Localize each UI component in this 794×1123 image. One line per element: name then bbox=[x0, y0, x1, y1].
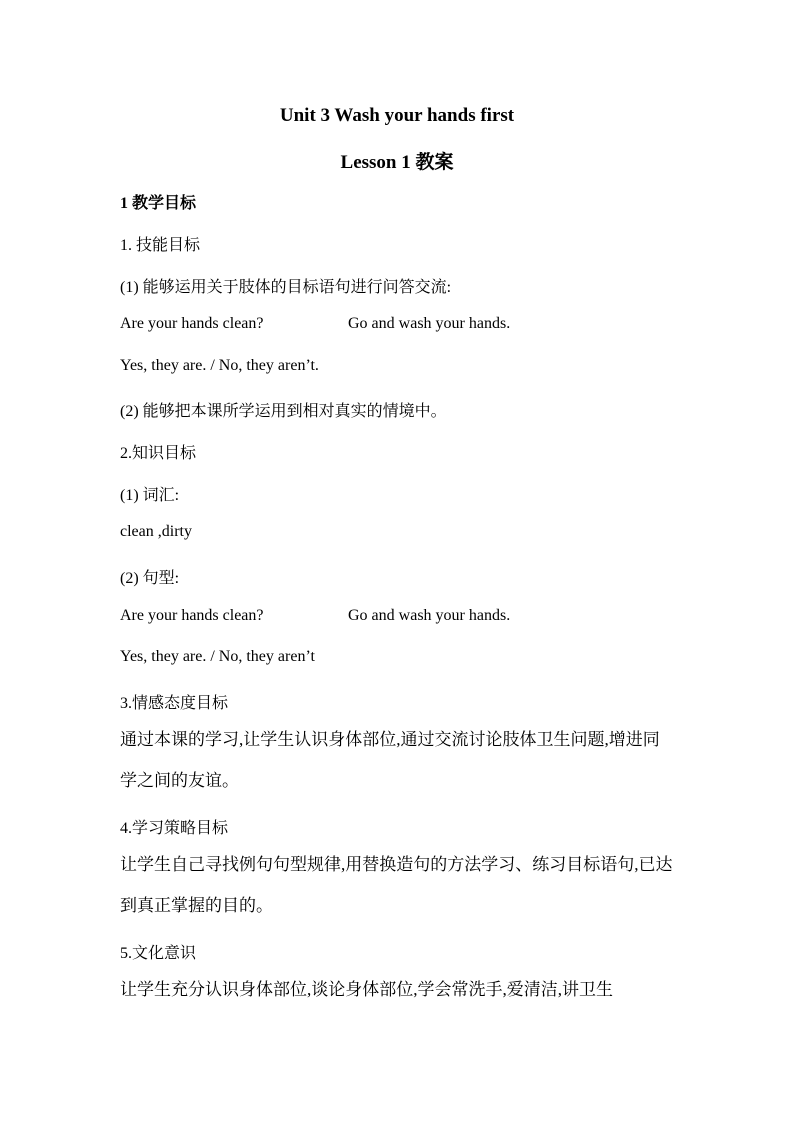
strategy-goals-heading: 4.学习策略目标 bbox=[120, 820, 229, 837]
strategy-goals-text: 让学生自己寻找例句句型规律,用替换造句的方法学习、练习目标语句,已达到真正掌握的目的。 bbox=[120, 855, 673, 915]
skill-goal-2: (2) 能够把本课所学运用到相对真实的情境中。 bbox=[120, 403, 447, 420]
pattern-sentence-question: Are your hands clean? bbox=[120, 607, 264, 624]
skill-sentence-answer: Yes, they are. / No, they aren’t. bbox=[120, 357, 319, 374]
vocabulary-label: (1) 词汇: bbox=[120, 487, 180, 504]
culture-awareness-heading: 5.文化意识 bbox=[120, 945, 197, 962]
skill-goals-heading: 1. 技能目标 bbox=[120, 237, 201, 254]
attitude-goals-text: 通过本课的学习,让学生认识身体部位,通过交流讨论肢体卫生问题,增进同学之间的友谊。 bbox=[120, 730, 660, 790]
pattern-sentence-command: Go and wash your hands. bbox=[348, 607, 511, 624]
lesson-title: Lesson 1 教案 bbox=[340, 152, 454, 173]
vocabulary-words: clean ,dirty bbox=[120, 523, 192, 540]
attitude-goals-heading: 3.情感态度目标 bbox=[120, 695, 229, 712]
pattern-sentence-answer: Yes, they are. / No, they aren’t bbox=[120, 648, 315, 665]
section-teaching-goals-heading: 1 教学目标 bbox=[120, 195, 197, 212]
sentence-pattern-label: (2) 句型: bbox=[120, 570, 180, 587]
skill-sentence-command: Go and wash your hands. bbox=[348, 315, 511, 332]
skill-sentence-question: Are your hands clean? bbox=[120, 315, 264, 332]
knowledge-goals-heading: 2.知识目标 bbox=[120, 445, 197, 462]
unit-title: Unit 3 Wash your hands first bbox=[279, 105, 515, 126]
culture-awareness-text: 让学生充分认识身体部位,谈论身体部位,学会常洗手,爱清洁,讲卫生 bbox=[120, 980, 613, 999]
skill-goal-1: (1) 能够运用关于肢体的目标语句进行问答交流: bbox=[120, 279, 452, 296]
